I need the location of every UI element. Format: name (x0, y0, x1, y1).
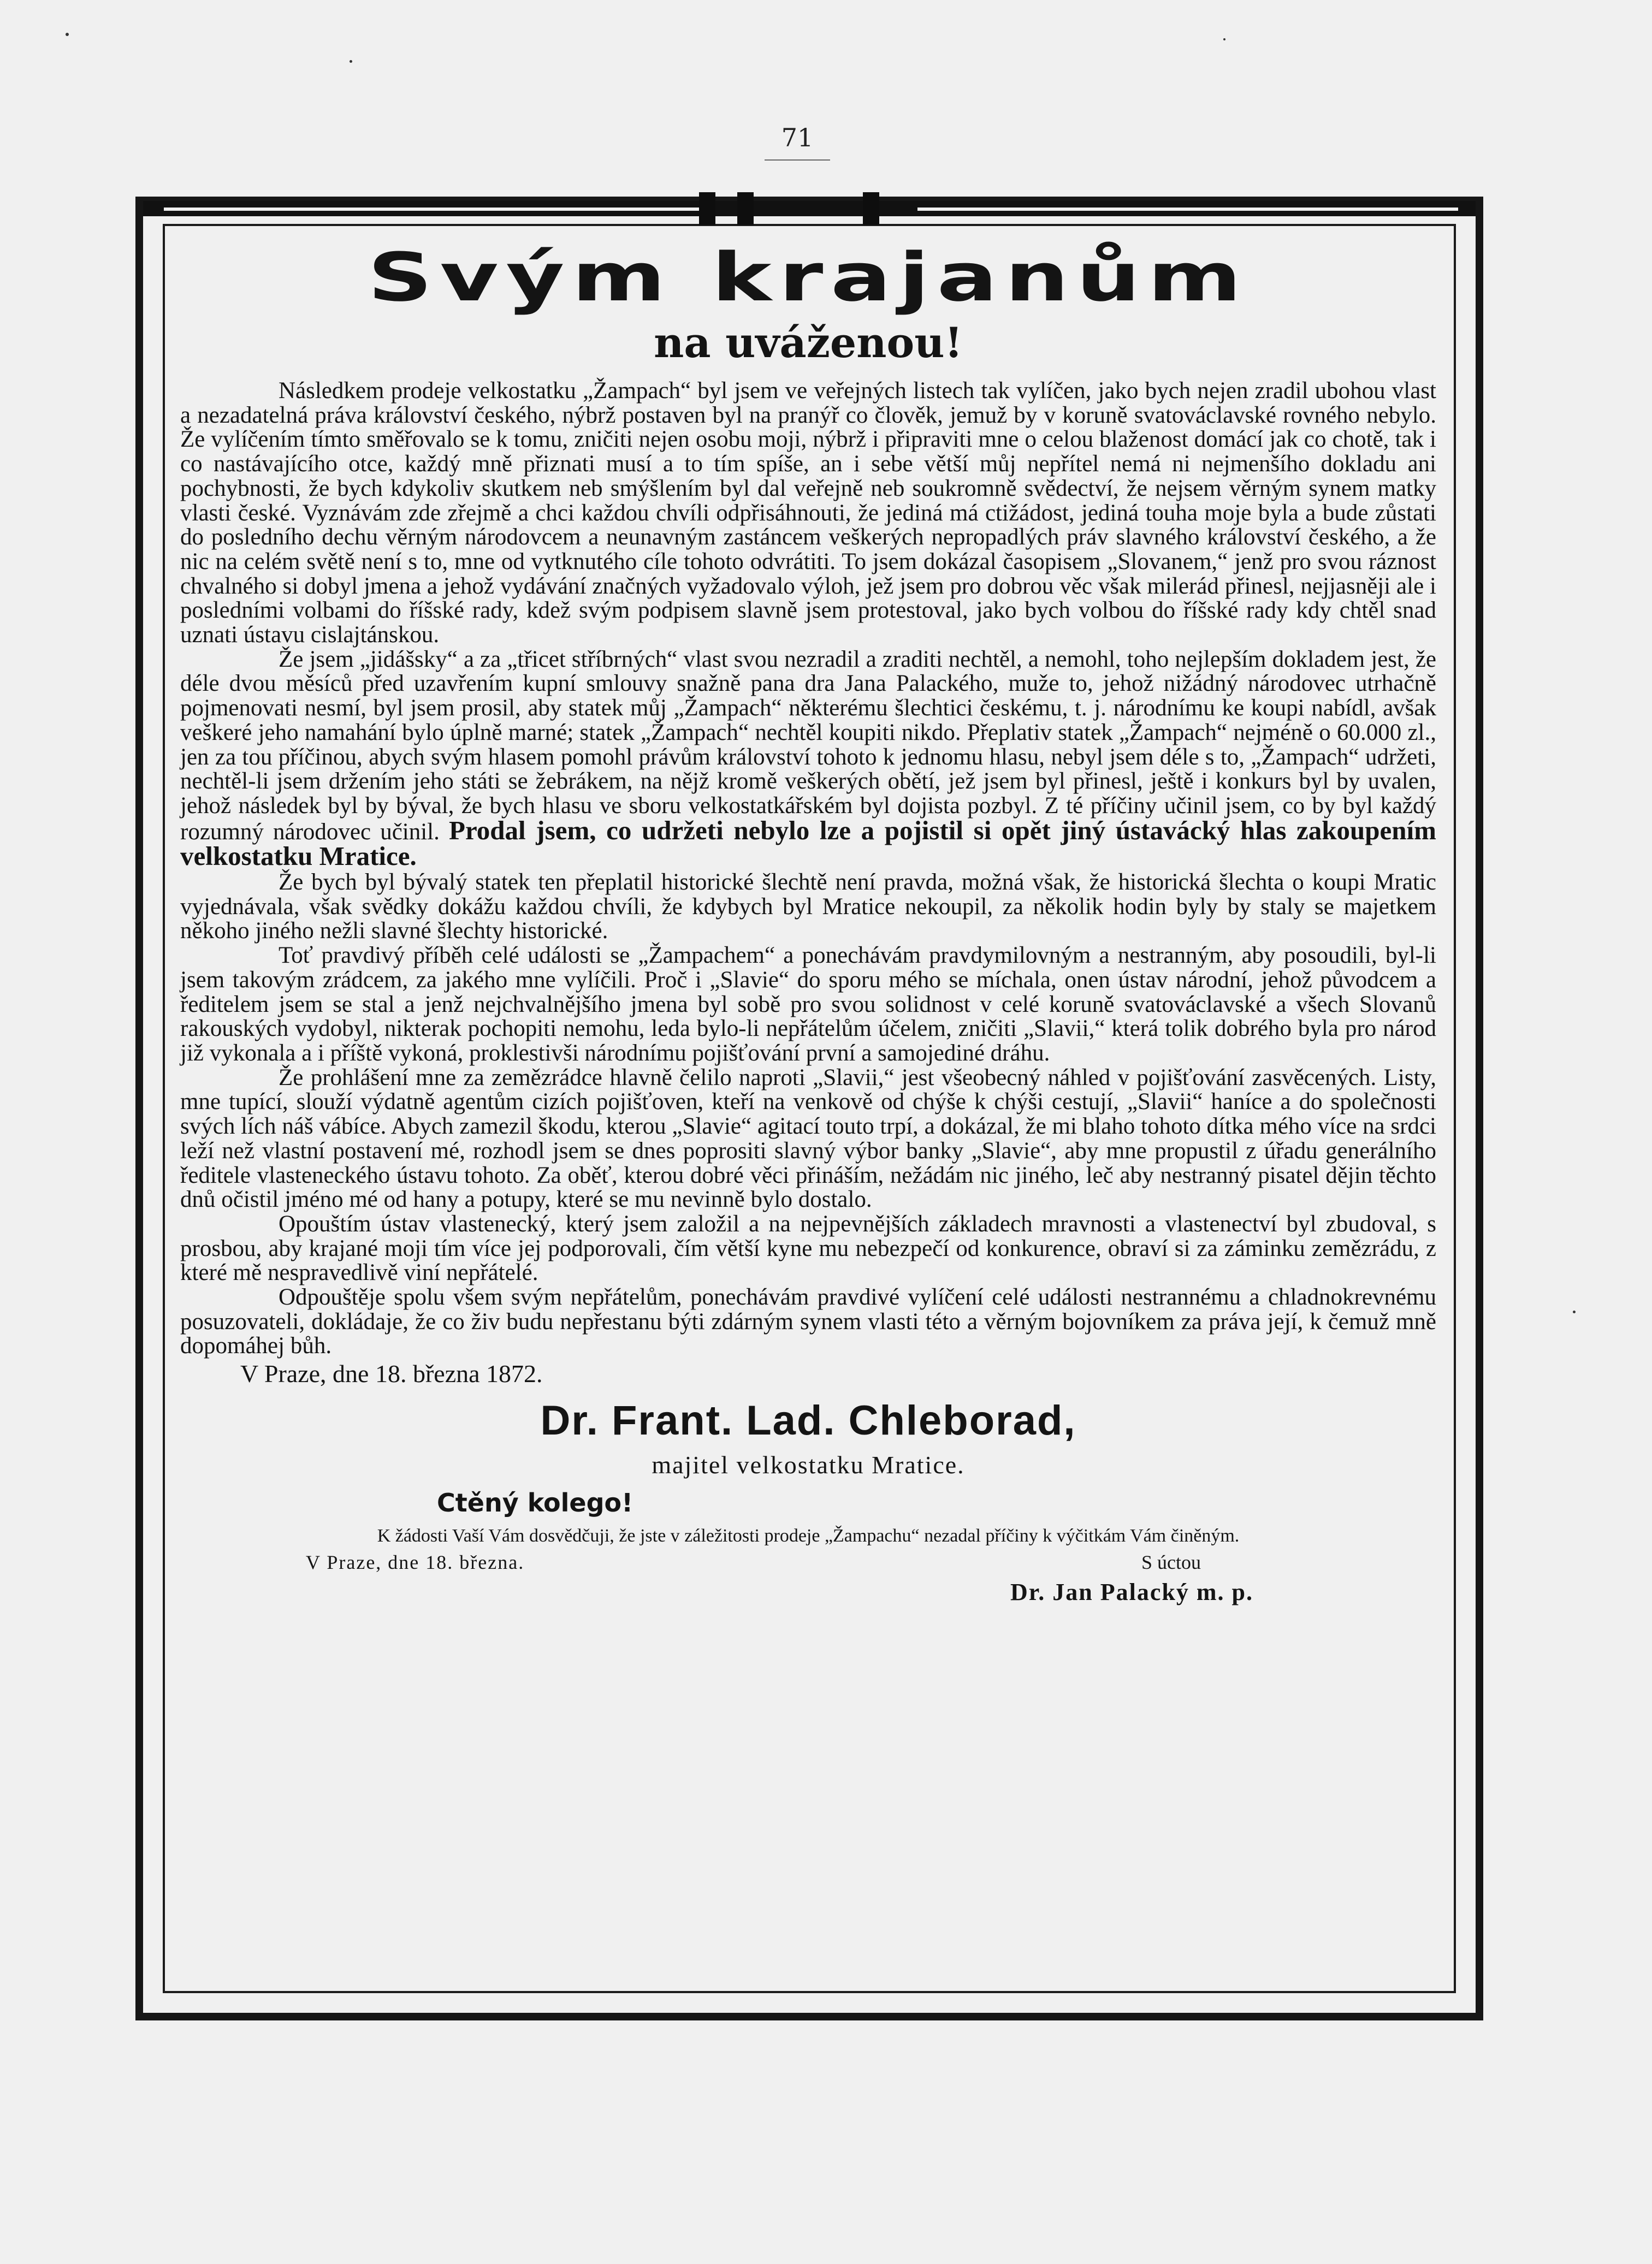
letter-footer (180, 1549, 1436, 1609)
scan-speck (1223, 38, 1225, 40)
page-number: 71 (781, 123, 814, 152)
paragraph-1: Následkem prodeje velkostatku „Žampach“ byl jsem ve veřejných listech tak vylíčen, jako bych nejen zradil ubohou vlast a nezadatelná práva království českého, nýbrž postaven byl na pranýř co člověk, jemuž by v koruně svatováclavské rovného nebylo. Že vylíčením tímto směřovalo se k tomu, zničiti nejen osobu moji, nýbrž i připraviti mne o celou blaženost domácí jak co chotě, tak i co nastávajícího otce, každý mně přiznati musí a to tím spíše, an i sebe větší můj nepřítel nemá ni nejmenšího dokladu ani pochybnosti, že bych kdykoliv skutkem neb smýšlením byl dal veřejně neb soukromně svědectví, že nejsem věrným synem matky vlasti české. Vyznávám zde zřejmě a chci každou chvíli odpřisáhnouti, že jediná má ctižádost, jediná touha moje byla a bude zůstati do posledního dechu věrným národovcem a neunavným zastáncem veškerých nepropadlých práv slavného království českého, a že nic na celém světě není s to, mne od vytknutého cíle tohoto odvrátiti. To jsem dokázal časopisem „Slovanem,“ jenž pro svou ráznost chvalného si dobyl jmena a jehož vydávání značných vyžadovalo výloh, jež jsem pro dobrou věc však milerád přinesl, nejjasněji ale i posledními volbami do říšské rady, kdež svým podpisem slavně jsem protestoval, jako bych volbou do říšské rady kdy chtěl snad uznati ústavu cislajtánskou. (180, 378, 1436, 648)
emphasis-text: Prodal jsem, co udržeti nebylo lze a pojistil si opět jiný ústavácký hlas zakoupením velkostatku Mratice. (180, 815, 1436, 872)
scan-speck (66, 33, 69, 36)
signer-role: majitel velkostatku Mratice. (652, 1451, 965, 1479)
letter-regards: S úctou (1141, 1551, 1201, 1574)
signer-name: Dr. Frant. Lad. Chleborad, (540, 1397, 1076, 1444)
paragraph-6: Opouštím ústav vlastenecký, který jsem založil a na nejpevnějších základech mravnosti a vlastenectví byl zbudoval, s prosbou, aby krajané moji tím více jej podporovali, čím větší kyne mu nebezpečí od konkurence, obraví si za záminku zemězrádu, z které mě nespravedlivě viní nepřátelé. (180, 1211, 1436, 1286)
frame-ornament-block (863, 192, 879, 225)
paragraph-4: Toť pravdivý příběh celé události se „Žampachem“ a ponechávám pravdymilovným a nestranným, aby posoudili, byl-li jsem takovým zrádcem, za jakého mne vylíčili. Proč i „Slavie“ do sporu mého se míchala, onen ústav národní, jehož původcem a ředitelem jsem se stal a jenž nejchvalnějšího jmena byl sobě pro svou solidnost v celé koruně svatováclavské a všech Slovanů rakouských vydobyl, nikterak pochopiti nemohu, leda bylo-li nepřátelům účelem, zničiti „Slavii,“ která tolik dobrého byla pro národ již vykonala a i příště vykoná, proklestivši národnímu pojišťování první a samojediné dráhu. (180, 943, 1436, 1066)
scan-speck (350, 60, 352, 63)
date-line: V Praze, dne 18. března 1872. (240, 1360, 543, 1388)
paragraph-5: Že prohlášení mne za zemězrádce hlavně čelilo naproti „Slavii,“ jest všeobecný náhled v pojišťování zasvěcených. Listy, mne tupící, slouží výdatně agentům cizích pojišťoven, kteří na venkově od chýše k chýši cestují, „Slavii“ haníce a do společnosti svých lích náš vábíce. Abych zamezil škodu, kterou „Slavie“ agitací touto trpí, a dokázal, že mi blaho tohoto dítka mého více na srdci leží než vlastní postavení mé, rozhodl jsem se dnes poprositi slavný výbor banky „Slavie“, aby mne propustil z úřadu generálního ředitele vlasteneckého ústavu tohoto. Za oběť, kterou dobré věci přináším, nežádám nic jiného, leč aby nestranný pisatel dějin těchto dnů očistil jméno mé od hany a potupy, které se mu nevinně bylo dostalo. (180, 1064, 1436, 1213)
paragraph-3: Že bych byl bývalý statek ten přeplatil historické šlechtě není pravda, možná však, že historická šlechta o koupi Mratic vyjednávala, však svědky dokážu každou chvíli, že kdybych byl Mratice nekoupil, za několik hodin byly by staly se majetkem někoho jiného nežli slavné šlechty historické. (180, 869, 1436, 944)
frame-top-dash-left (164, 208, 699, 211)
paragraph-7: Odpouštěje spolu všem svým nepřátelům, ponechávám pravdivé vylíčení celé události nestrannému a chladnokrevnému posuzovateli, dokládaje, že co živ budu nepřestanu býti zdárným synem vlasti této a věrným bojovníkem za práva její, k čemuž mně dopomáhej bůh. (180, 1284, 1436, 1359)
letter-salutation: Ctěný kolego! (437, 1488, 633, 1518)
page-number-rule (765, 159, 830, 161)
frame-top-dash-right (917, 208, 1458, 211)
letter-place-date: V Praze, dne 18. března. (306, 1551, 525, 1574)
paragraph-2-text: Že jsem „jidášsky“ a za „třicet stříbrných“ vlast svou nezradil a zraditi nechtěl, a nemohl, toho nejlepším dokladem jest, že déle dvou měsíců před uzavřením kupní smlouvy snažně pana dra Jana Palackého, muže to, jehož nižádný národovec utrhačně pojmenovati nesmí, byl jsem prosil, aby statek můj „Žampach“ některému šlechtici českému, t. j. národnímu ke koupi nabídl, avšak veškeré jeho namahání bylo úplně marné; statek „Žampach“ nechtěl koupiti nikdo. Přeplativ statek „Žampach“ nejméně o 60.000 zl., jen za tou příčinou, abych svým hlasem pomohl právům království tohoto k jednomu hlasu, nebyl jsem déle s to, „Žampach“ udržeti, nechtěl-li jsem držením jeho státi se žebrákem, na nějž kromě veškerých obětí, jež jsem byl přinesl, ještě i konkurs byl by uvalen, jehož následek byl by býval, že bych hlasu ve sboru velkostatkářském byl dojista pozbyl. Z té příčiny učinil jsem, co by byl každý rozumný národovec učinil. (180, 646, 1436, 845)
frame-ornament-block (737, 192, 754, 225)
scan-speck (1573, 1311, 1576, 1313)
letter-signer: Dr. Jan Palacký m. p. (1010, 1579, 1253, 1606)
notice-content (180, 239, 1436, 1609)
frame-ornament-block (699, 192, 715, 225)
letter-text: K žádosti Vaší Vám dosvědčuji, že jste v záležitosti prodeje „Žampachu“ nezadal příčiny k výčitkám Vám činěným. (377, 1526, 1240, 1546)
notice-subtitle: na uváženou! (654, 318, 963, 367)
paragraph-2 (180, 648, 1436, 870)
notice-title: Svým krajanům (368, 239, 1249, 316)
